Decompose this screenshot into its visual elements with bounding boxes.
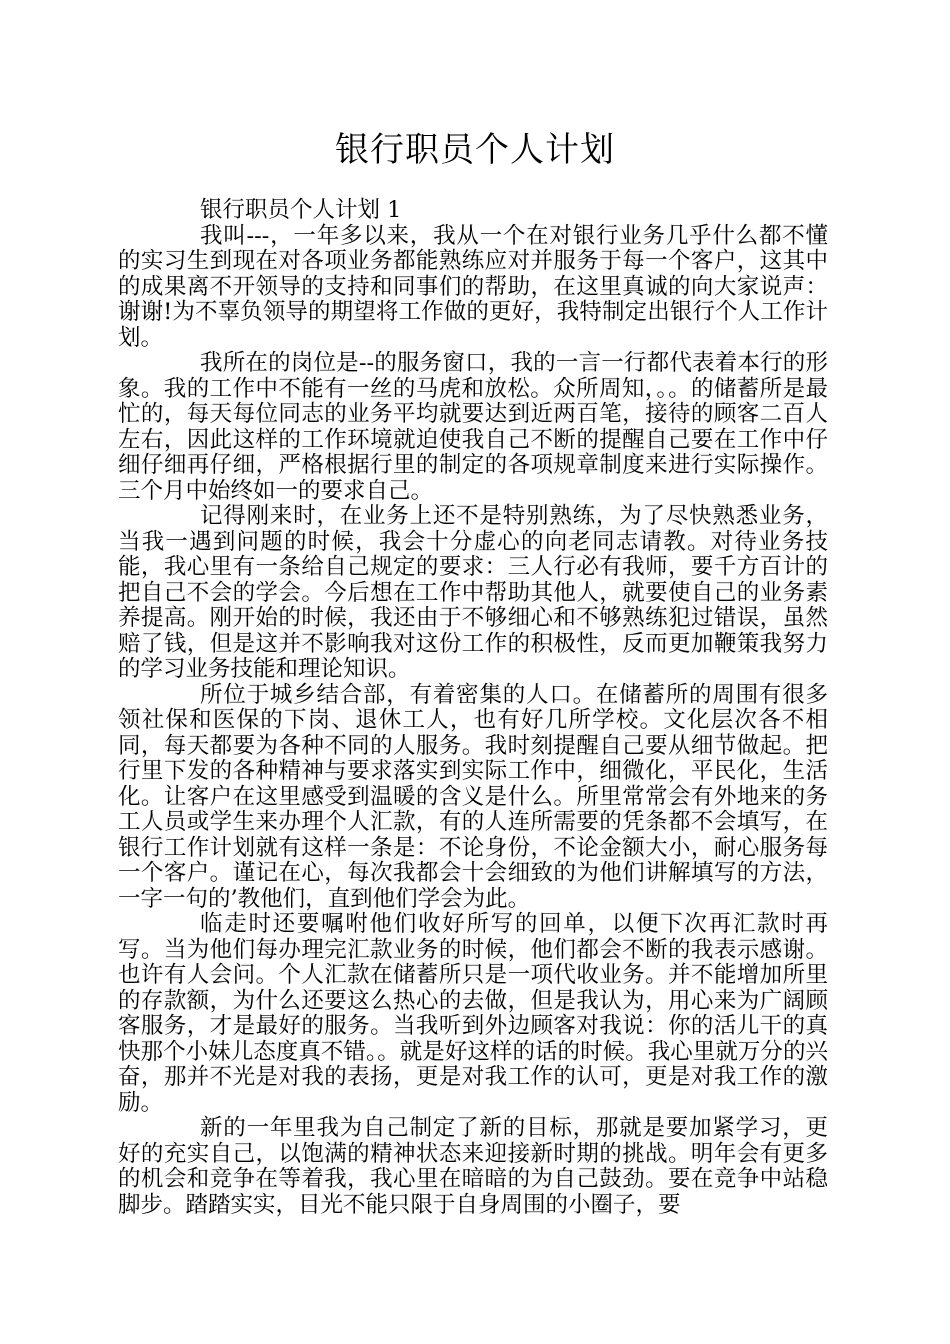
paragraph-5: 临走时还要嘱咐他们收好所写的回单，以便下次再汇款时再写。当为他们每办理完汇款业务的时候，他们都会不断的我表示感谢。也许有人会问。个人汇款在储蓄所只是一项代收业务。并不能增加所里的存款额，为什么还要这么热心的去做，但是我认为，用心来为广阔顾客服务，才是最好的服务。当我听到外边顾客对我说：你的活儿干的真快那个小妹儿态度真不错。。就是好这样的话的时候。我心里就万分的兴奋，那并不光是对我的表扬，更是对我工作的认可，更是对我工作的激励。 (118, 911, 828, 1116)
paragraph-2: 我所在的岗位是--的服务窗口，我的一言一行都代表着本行的形象。我的工作中不能有一丝的马虎和放松。众所周知，。。的储蓄所是最忙的，每天每位同志的业务平均就要达到近两百笔，接待的顾客二百人左右，因此这样的工作环境就迫使我自己不断的提醒自己要在工作中仔细仔细再仔细，严格根据行里的制定的各项规章制度来进行实际操作。三个月中始终如一的要求自己。 (118, 350, 828, 504)
document-body (118, 198, 828, 1218)
paragraph-1: 我叫---，一年多以来，我从一个在对银行业务几乎什么都不懂的实习生到现在对各项业务都能熟练应对并服务于每一个客户，这其中的成果离不开领导的支持和同事们的帮助，在这里真诚的向大家说声：谢谢!为不辜负领导的期望将工作做的更好，我特制定出银行个人工作计划。 (118, 222, 828, 351)
paragraph-4: 所位于城乡结合部，有着密集的人口。在储蓄所的周围有很多领社保和医保的下岗、退休工人，也有好几所学校。文化层次各不相同，每天都要为各种不同的人服务。我时刻提醒自己要从细节做起。把行里下发的各种精神与要求落实到实际工作中，细微化，平民化，生活化。让客户在这里感受到温暖的含义是什么。所里常常会有外地来的务工人员或学生来办理个人汇款，有的人连所需要的凭条都不会填写，在银行工作计划就有这样一条是：不论身份，不论金额大小，耐心服务每一个客户。谨记在心，每次我都会十会细致的为他们讲解填写的方法，一字一句的’教他们，直到他们学会为此。 (118, 681, 828, 912)
paragraph-3: 记得刚来时，在业务上还不是特别熟练，为了尽快熟悉业务，当我一遇到问题的时候，我会十分虚心的向老同志请教。对待业务技能，我心里有一条给自己规定的要求：三人行必有我师，要千方百计的把自己不会的学会。今后想在工作中帮助其他人，就要使自己的业务素养提高。刚开始的时候，我还由于不够细心和不够熟练犯过错误，虽然赔了钱，但是这并不影响我对这份工作的积极性，反而更加鞭策我努力的学习业务技能和理论知识。 (118, 503, 828, 682)
document-title: 银行职员个人计划 (335, 130, 615, 170)
paragraph-6: 新的一年里我为自己制定了新的目标，那就是要加紧学习，更好的充实自己，以饱满的精神状态来迎接新时期的挑战。明年会有更多的机会和竞争在等着我，我心里在暗暗的为自己鼓劲。要在竞争中站稳脚步。踏踏实实，目光不能只限于自身周围的小圈子，要 (118, 1115, 828, 1218)
section-heading: 银行职员个人计划 1 (200, 197, 402, 223)
